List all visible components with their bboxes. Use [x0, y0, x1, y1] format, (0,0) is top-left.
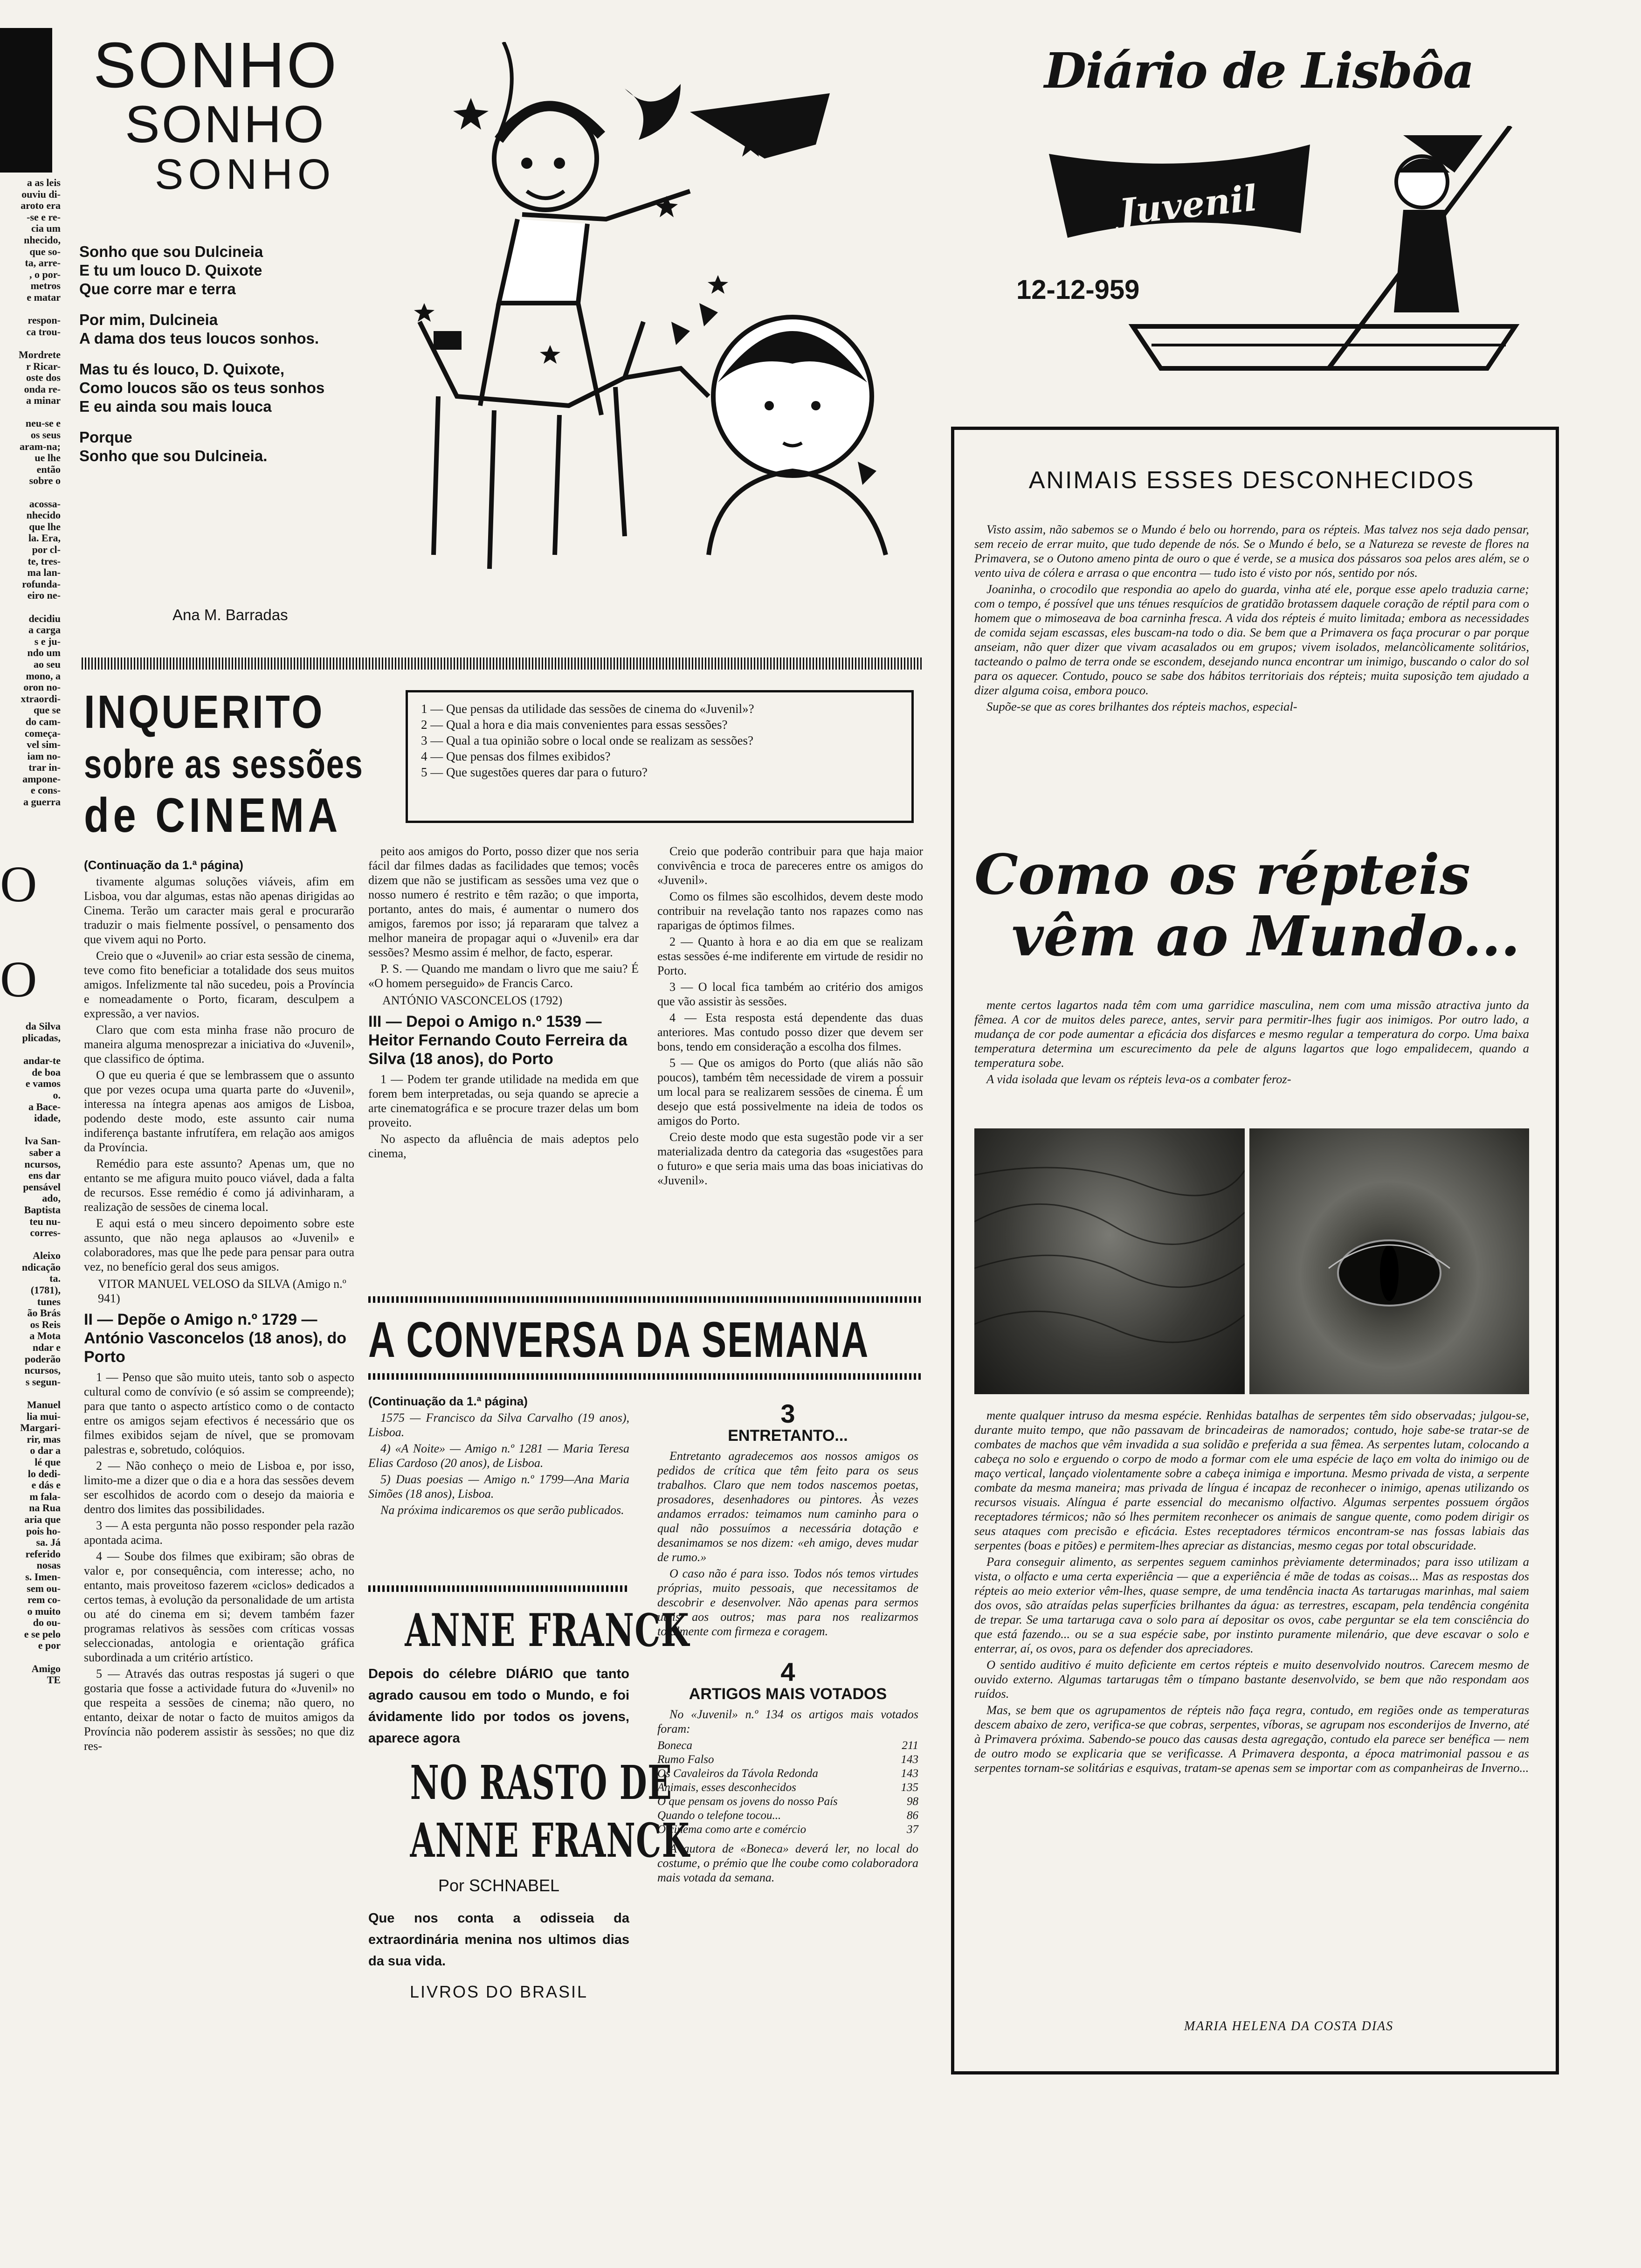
- paragraph: Remédio para este assunto? Apenas um, que no entanto se me afigura muito pouco viável, dada a falta de recursos. Esse remédio é como já adivinharam, a realização de sessões de cinema local.: [84, 1157, 354, 1214]
- paragraph: Para conseguir alimento, as serpentes seguem caminhos prèviamente determinados; para isso utilizam a vista, o olfacto e uma certa experiência — que a experiência é mãe de todas as coisas... Mas as respostas dos répteis ao meio exterior vêm-lhes, quase sempre, de uma tendência inacta As tartarugas marinhas, mal saiem dos ovos, são atraídas pelas superfícies brilhantes da água: as terrestres, escapam, pela tendência congénita de trepar. Se uma tartaruga cava o solo para aí depositar os ovos, cabe perguntar se ela tem consciência do que está fazendo... ou se a sua espécie sabe, por instinto puramente milenário, que deve escavar o solo e enterrar, aí, os ovos, para os defender dos apreciadores.: [974, 1555, 1529, 1655]
- section-number: 4: [780, 1657, 795, 1687]
- fragment-line: que so-: [29, 245, 61, 257]
- fragment-line: por cl-: [32, 544, 61, 555]
- section-title: ARTIGOS MAIS VOTADOS: [689, 1685, 887, 1703]
- conversa-item: 4) «A Noite» — Amigo n.º 1281 — Maria Teresa Elias Cardoso (20 anos), de Lisboa.: [368, 1442, 629, 1470]
- fragment-line: [0, 487, 61, 498]
- anne-publisher: LIVROS DO BRASIL: [409, 1982, 588, 2001]
- fragment-line: nhecido: [26, 509, 61, 521]
- fragment-line: [0, 338, 61, 349]
- paragraph: Visto assim, não sabemos se o Mundo é belo ou horrendo, para os répteis. Mas talvez nos seja dado pensar, sem receio de errar muito, que tudo depende de nós. Se o Mundo é belo, se a Natureza se reveste de flores na Primavera, se o Outono ameno pinta de ouro o que é verde, se a musica dos pássaros soa pelos ares além, se o vento uiva de cólera e arrasa o que encontra — tudo isto é visto por nós, sentido por nós.: [974, 522, 1529, 580]
- fragment-line: O: [0, 856, 37, 913]
- votes-intro: No «Juvenil» n.º 134 os artigos mais votados foram:: [657, 1708, 918, 1736]
- fragment-line: lia mui-: [27, 1410, 61, 1422]
- votes-table: [657, 1739, 918, 1837]
- fragment-line: a minar: [26, 394, 61, 407]
- inquerito-subtitle-line2: de CINEMA: [84, 788, 342, 843]
- paragraph: 4 — Soube dos filmes que exibiram; são obras de valor e, por consequência, com interesse; acho, no entanto, mais proveitoso fazerem «ciclos» dedicados a certos temas, à evolução da personalidade de um artista ou até do cinema em si; devem também fazer programas relativos às sessões com críticas vossas seleccionadas, antologia e orientação gráfica subordinada a um critério artístico.: [84, 1549, 354, 1664]
- fragment-line: na Rua: [29, 1502, 61, 1514]
- anne-author: Por SCHNABEL: [438, 1876, 560, 1895]
- paragraph: Creio que o «Juvenil» ao criar esta sessão de cinema, teve como fito beneficiar a totalidade dos seus muitos amigos. Infelizmente tal não sucedeu, pois a Província e nomeadamente o Porto, ficaram, desculpem a expressão, a ver navios.: [84, 949, 354, 1020]
- fragment-line: teu nu-: [29, 1215, 61, 1227]
- anne-lead: Depois do célebre DIÁRIO que tanto agrado causou em todo o Mundo, e foi ávidamente lido por todos os jovens, aparece agora: [368, 1666, 629, 1746]
- inquerito-title: INQUERITO: [84, 686, 325, 738]
- paragraph: A vida isolada que levam os répteis leva-os a combater feroz-: [986, 1072, 1291, 1086]
- fragment-line: s. Imen-: [25, 1570, 61, 1583]
- fragment-line: iam no-: [27, 750, 61, 762]
- poem-line: Mas tu és louco, D. Quixote,: [79, 360, 285, 378]
- fragment-line: rir, mas: [27, 1433, 61, 1445]
- paragraph: Mas, se bem que os agrupamentos de répteis não faça regra, contudo, em regiões onde as temperaturas descem abaixo de zero, verifica-se que cobras, serpentes, víboras, se agrupam nos esconderijos de Inverno, até à Primavera próxima. Sabendo-se pouco das causas desta agregação, contudo ela parece ser benéfica — nem de outro modo se explicaria que se verificasse. A Primavera desponta, a época matrimonial passou e as serpentes tornam-se solitárias e esquivas, tratam-se apenas sem se importar com as companheiras de Inverno...: [974, 1703, 1529, 1775]
- fragment-line: Aleixo: [33, 1250, 61, 1262]
- fragment-line: [0, 914, 61, 926]
- vote-title: Rumo Falso: [657, 1753, 714, 1766]
- survey-question: 2 — Qual a hora e dia mais convenientes para essas sessões?: [421, 718, 728, 732]
- fragment-line: sem ou-: [27, 1582, 61, 1594]
- poem-line: Porque: [79, 429, 132, 446]
- fragment-line: corres-: [30, 1227, 61, 1239]
- vote-row: [657, 1781, 918, 1795]
- fragment-line: tunes: [37, 1295, 61, 1307]
- fragment-line: vel sim-: [27, 739, 61, 751]
- paragraph: 5 — Que os amigos do Porto (que aliás não são poucos), também têm necessidade de virem a possuir um local para se realizarem sessões de cinema. É um desejo que está possivelmente na ideia de todos os amigos do Porto.: [657, 1056, 923, 1127]
- paragraph: O sentido auditivo é muito deficiente em certos répteis e muito desenvolvido noutros. Carecem mesmo de ouvido externo. Algumas tartarugas têm o tímpano bastante desenvolvido, se bem que não respondam aos ruídos.: [974, 1658, 1529, 1701]
- animais-mid: [974, 998, 1529, 1088]
- fragment-line: e matar: [27, 291, 61, 303]
- reptile-skin-photo: [974, 1128, 1245, 1394]
- fragment-line: pensável: [23, 1181, 61, 1193]
- inquerito-column-3: [657, 844, 923, 1189]
- conversa-right-column: [657, 1399, 918, 1887]
- juvenil-supplement-label: Juvenil: [1117, 177, 1259, 233]
- section-divider: [82, 657, 923, 670]
- paragraph: 4 — Esta resposta está dependente das duas anteriores. Mas contudo posso dizer que devem ser bons, tendo em consideração a escolha dos filmes.: [657, 1011, 923, 1053]
- fragment-line: respon-: [28, 314, 61, 326]
- fragment-line: r Ricar-: [26, 360, 61, 372]
- paragraph: O que eu queria é que se lembrassem que o assunto que por vezes ocupa uma quarta parte do «Juvenil», interessa na íntegra apenas aos amigos de Lisboa, podendo deste modo, este assunto cair numa indiferença bastante infrutífera, em relação aos amigos da Província.: [84, 1068, 354, 1154]
- animais-body: [974, 1408, 1529, 1777]
- fragment-line: Amigo: [31, 1662, 61, 1674]
- fragment-line: ta, arre-: [25, 257, 61, 269]
- fragment-line: [0, 407, 61, 418]
- conversa-title: A CONVERSA DA SEMANA: [368, 1311, 869, 1368]
- signature: ANTÓNIO VASCONCELOS (1792): [382, 994, 563, 1007]
- fragment-line: , o por-: [29, 268, 61, 280]
- paragraph: mente qualquer intruso da mesma espécie. Renhidas batalhas de serpentes têm sido observadas; julgou-se, durante muito tempo, que não passavam de brincadeiras de namorados; contudo, hoje sabe-se tratar-se de combates de machos que vêm invadida a sua solidão e preferida a sua fêmea. As serpentes lutam, colocando a cabeça no solo e erguendo o corpo de modo a formar com ele uma espécie de laço em volta do inimigo ou de maço vertical, lançado violentamente sobre a cabeça inimiga e importuna. Mesmo privada de vista, a serpente combate da mesma maneira; mas privada de língua é incapaz de reconhecer o inimigo, apenas utilizando os recursos visuais. Alíngua é parte essencial do mecanismo olfactivo. Algumas serpentes possuem órgãos receptadores térmicos; não só lhes permitem reconhecer os animais de sangue quente, como podem dirigir os seus ataques com precisão e eficácia. Estes receptadores térmicos encontram-se nas fossas labiais das serpentes (boas e pitões) e permitem-lhes apreciar as distancias, mesmo cegas por total obscuridade.: [974, 1408, 1529, 1552]
- signature: VITOR MANUEL VELOSO da SILVA (Amigo n.º 941): [98, 1277, 346, 1305]
- fragment-line: ndar e: [32, 1341, 61, 1354]
- fragment-line: ão Brás: [27, 1307, 61, 1319]
- anne-title: ANNE FRANCK: [405, 1604, 690, 1657]
- vote-count: 135: [901, 1781, 918, 1794]
- paragraph: Claro que com esta minha frase não procuro de maneira alguma menosprezar a iniciativa do «Juvenil», que classifico de óptima.: [84, 1023, 354, 1065]
- poem-line: Sonho que sou Dulcineia.: [79, 447, 268, 464]
- vote-title: Quando o telefone tocou...: [657, 1809, 781, 1822]
- fragment-line: ta.: [49, 1272, 61, 1285]
- reptile-eye-photo: [1249, 1128, 1529, 1394]
- poem-line: Sonho que sou Dulcineia: [79, 243, 263, 260]
- paragraph: Joaninha, o crocodilo que respondia ao apelo do guarda, vinha até ele, porque esse apelo traduzia carne; com o tempo, é possível que uns ténues resquícios de gratidão brotassem daquele coração de réptil para com o homem que o mimoseava de boa carninha fresca. A vida dos répteis é muito limitada; embora as necessidades de comida sejam escassas, eles buscam-na todo o dia. Se bem que a Primavera os faça procurar o par porque anseiam, não quer dizer que vivam acasalados ou em grupos; vivem isolados, melancòlicamente solitários, tacteando o palmo de terra onde se escondem, desejando nunca encontrar um inimigo, buscando o calor do sol para os aquecer. Contudo, pouco se sabe dos hábitos territoriais dos répteis; muita suposição tem ajudado a dizer alguma coisa, embora pouco.: [974, 582, 1529, 697]
- fragment-line: a carga: [28, 624, 61, 636]
- inquerito-questions-box: [406, 690, 914, 823]
- fragment-line: [0, 808, 61, 820]
- fragment-line: aroto era: [21, 200, 61, 212]
- paragraph: 2 — Quanto à hora e ao dia em que se realizam estas sessões é-me indiferente em virtude de residir no Porto.: [657, 935, 923, 977]
- survey-question: 1 — Que pensas da utilidade das sessões de cinema do «Juvenil»?: [421, 702, 754, 716]
- fragment-line: [0, 304, 61, 315]
- vote-row: [657, 1823, 918, 1837]
- survey-question: 5 — Que sugestões queres dar para o futuro?: [421, 765, 648, 779]
- vote-count: 143: [901, 1753, 918, 1766]
- paragraph: Como os filmes são escolhidos, devem deste modo contribuir na revelação tanto nos rapazes como nas raparigas de óptimos filmes.: [657, 890, 923, 932]
- fragment-line: rofunda-: [22, 578, 61, 590]
- vote-title: O que pensam os jovens do nosso País: [657, 1795, 838, 1808]
- fragment-line: [0, 842, 61, 854]
- vote-row: [657, 1739, 918, 1753]
- fragment-line: ncursos,: [24, 1364, 61, 1376]
- vote-title: Boneca: [657, 1739, 692, 1752]
- fragment-line: do ou-: [33, 1617, 61, 1629]
- deposition-2-heading: II — Depõe o Amigo n.º 1729 — António Vasconcelos (18 anos), do Porto: [84, 1311, 346, 1366]
- fragment-line: [0, 1044, 61, 1056]
- fragment-line: neu-se e: [25, 417, 61, 429]
- fragment-line: -se e re-: [27, 211, 61, 223]
- fragment-line: lo dedi-: [28, 1467, 61, 1480]
- paragraph: No aspecto da afluência de mais adeptos pelo cinema,: [368, 1132, 639, 1160]
- fragment-line: [0, 831, 61, 843]
- poem-author: Ana M. Barradas: [172, 606, 288, 623]
- paragraph: 1 — Penso que são muito uteis, tanto sob o aspecto cultural como de convívio (e só assim se compreende); para que tanto o aspecto artístico como o de contacto entre os amigos sejam efectivos é necessário que os filmes exibidos sejam de nível, que se promovam palestras e, sobretudo, colóquios.: [84, 1370, 354, 1456]
- fragment-line: a as leis: [27, 177, 61, 188]
- fragment-line: TE: [47, 1674, 61, 1686]
- poem-line: E eu ainda sou mais louca: [79, 398, 272, 415]
- poem-stanza: [79, 360, 378, 416]
- fragment-line: s segun-: [25, 1376, 61, 1388]
- vote-count: 211: [902, 1739, 918, 1752]
- paragraph: mente certos lagartos nada têm com uma garridice masculina, nem com uma missão atractiva junto da fêmea. A cor de muitos deles parece, antes, servir para permitir-lhes fugir aos inimigos. Por outro lado, a mudança de cor pode aumentar a eficácia dos disfarces e mesmo regular a temperatura do corpo. Uma baixa temperatura determina um escurecimento da pele de alguns lagartos que logo empalidecem, quando a temperatura sobe.: [974, 998, 1529, 1070]
- fragment-line: oste dos: [26, 372, 61, 384]
- fragment-line: a Bace-: [28, 1100, 61, 1113]
- conversa-item: 1575 — Francisco da Silva Carvalho (19 anos), Lisboa.: [368, 1411, 629, 1439]
- survey-question: 4 — Que pensas dos filmes exibidos?: [421, 749, 611, 763]
- fragment-line: ao seu: [33, 658, 61, 670]
- fragment-line: mono, a: [26, 670, 61, 682]
- fragment-line: ouviu di-: [21, 188, 61, 200]
- fragment-line: [0, 819, 61, 831]
- fragment-line: o dar a: [30, 1445, 61, 1457]
- fragment-line: Margari-: [20, 1422, 61, 1434]
- fragment-line: eiro ne-: [27, 589, 61, 602]
- vote-count: 37: [907, 1823, 918, 1836]
- fragment-line: saber a: [29, 1146, 61, 1158]
- fragment-line: metros: [30, 280, 61, 292]
- fragment-line: [0, 1652, 61, 1663]
- paragraph: O caso não é para isso. Todos nós temos virtudes próprias, muito pessoais, que necessitamos de descobrir e desenvolver. Não apenas para sermos uteis aos outros; mas para nos realizarmos totalmente com firmeza e coragem.: [657, 1567, 918, 1638]
- inquerito-column-1: (Continuação da 1.ª página) tivamente algumas soluções viáveis, afim em Lisboa, vou dar algumas, estas não apenas dirigidas ao Cinema. Terão um caracter mais geral e procurarão traduzir o mais fielmente possível, o pensamento dos que vivem aqui no Porto. Creio que o «Juvenil» ao criar esta sessão de cinema, teve como fito beneficiar a totalidade dos seus muitos amigos. Infelizmente tal não sucedeu, pois a Província e nomeadamente o Porto, ficaram, desculpem a expressão, a ver navios. Claro que com esta minha frase não procuro de maneira alguma menosprezar a iniciativa do «Juvenil», que classifico de óptima. O que eu queria é que se lembrassem que o assunto que por vezes ocupa uma quarta parte do «Juvenil», interessa na íntegra apenas aos amigos de Lisboa, podendo deste modo, este assunto cair numa indiferença bastante infrutífera, em relação aos amigos da Província. Remédio para este assunto? Apenas um, que no entanto se me afigura muito pouco viável, dada a falta de recursos. Esse remédio é como já adivinharam, a realização de sessões de cinema local. E aqui está o meu sincero depoimento sobre este assunto, que não nega aplausos ao «Juvenil» e colaboradores, mas que lhe pede para pensar para outra vez, no benefício geral dos seus amigos. VITOR MANUEL VELOSO da SILVA (Amigo n.º 941) II — Depõe o Amigo n.º 1729 — António Vasconcelos (18 anos), do Porto 1 — Penso que são muito uteis, tanto sob o aspecto cultural como de convívio (e só assim se compreende); para que tanto o aspecto artístico como o de contacto entre os amigos sejam efectivos é necessário que os filmes exibidos sejam de nível, que se promovam palestras e, sobretudo, colóquios. 2 — Não conheço o meio de Lisboa e, por isso, limito-me a dizer que o dia e a hora das sessões devem ser escolhidos de acordo com o desejo da maioria e dentro dos limites das possibilidades. 3 — A esta pergunta não posso responder pela razão apontada acima. 4 — Soube dos filmes que exibiram; são obras de valor e, por consequência, com interesse; acho, no entanto, mais proveitoso fazerem «ciclos» dedicados a certos temas, à evolução da personalidade de um artista ou até do cinema em si; devem também fazer programas relativos às sessões com críticas vossas seleccionadas, antologia e orientação gráfica subordinada a um critério artístico. 5 — Através das outras respostas já sugeri o que gostaria que fosse a actividade futura do «Juvenil» no que respeita a sessões de cinema; não quero, no entanto, deixar de notar o facto de muitos amigos da Província não poderem assistir às sessões; no que diz res-: [84, 858, 354, 1753]
- vote-title: Animais, esses desconhecidos: [657, 1781, 796, 1794]
- paragraph: 3 — A esta pergunta não posso responder pela razão apontada acima.: [84, 1519, 354, 1547]
- fragment-line: xtraordi-: [21, 692, 61, 705]
- anne-dotted-rule: [368, 1585, 629, 1592]
- poem-line: A dama dos teus loucos sonhos.: [79, 330, 319, 347]
- vote-title: Os Cavaleiros da Távola Redonda: [657, 1767, 818, 1780]
- paragraph: 2 — Não conheço o meio de Lisboa e, por isso, limito-me a dizer que o dia e a hora das sessões devem ser escolhidos de acordo com o desejo da maioria e dentro dos limites das possibilidades.: [84, 1459, 354, 1516]
- poem-line: E tu um louco D. Quixote: [79, 262, 262, 279]
- paragraph: Supõe-se que as cores brilhantes dos répteis machos, especial-: [986, 699, 1297, 713]
- poem-line: Que corre mar e terra: [79, 280, 236, 297]
- fragment-line: Manuel: [27, 1399, 61, 1411]
- fragment-line: [0, 1010, 61, 1021]
- fragment-line: ens dar: [28, 1169, 61, 1182]
- anne-book-line2: ANNE FRANCK: [410, 1813, 690, 1868]
- votes-footer: A autora de «Boneca» deverá ler, no local do costume, o prémio que lhe coube como colaboradora mais votada da semana.: [657, 1842, 918, 1884]
- fragment-line: ue lhe: [34, 452, 61, 464]
- fragment-line: e vamos: [25, 1078, 61, 1090]
- deposition-3-heading: III — Depoi o Amigo n.º 1539 — Heitor Fernando Couto Ferreira da Silva (18 anos), do Porto: [368, 1013, 627, 1068]
- fragment-line: decidiu: [28, 612, 61, 624]
- paragraph: 5 — Através das outras respostas já sugeri o que gostaria que fosse a actividade futura do «Juvenil» no que respeita a sessões de cinema; não quero, no entanto, deixar de notar o facto de muitos amigos da Província não poderem assistir às sessões; no que diz res-: [84, 1667, 354, 1753]
- fragment-line: aram-na;: [20, 440, 61, 452]
- fragment-line: o muito: [27, 1605, 61, 1617]
- fragment-line: sobre o: [29, 475, 61, 487]
- paragraph: Creio que poderão contribuir para que haja maior convivência e troca de pareceres entre os amigos do «Juvenil».: [657, 844, 923, 887]
- paragraph: P. S. — Quando me mandam o livro que me saiu? É «O homem perseguido» de Francis Carco.: [368, 962, 639, 990]
- inquerito-subtitle-line1: sobre as sessões: [84, 742, 364, 787]
- survey-question: 3 — Qual a tua opinião sobre o local onde se realizam as sessões?: [421, 733, 754, 747]
- vote-row: [657, 1767, 918, 1781]
- fragment-line: de boa: [32, 1066, 61, 1078]
- fragment-line: que se: [33, 704, 61, 716]
- quixote-illustration: [382, 42, 942, 634]
- fragment-line: do cam-: [25, 715, 61, 727]
- paragraph: Creio deste modo que esta sugestão pode vir a ser materializada dentro da categoria das «sugestões para o futuro» e que seria mais uma das boas iniciativas do «Juvenil».: [657, 1130, 923, 1187]
- paragraph: 1 — Podem ter grande utilidade na medida em que forem bem interpretadas, ou seja quando se aprecie a arte cinematográfica e se procure trazer delas um bom proveito.: [368, 1072, 639, 1129]
- vote-title: O cinema como arte e comércio: [657, 1823, 807, 1836]
- fragment-line: o.: [53, 1089, 61, 1101]
- fragment-line: e se pelo: [24, 1628, 61, 1640]
- animais-header: ANIMAIS ESSES DESCONHECIDOS: [1028, 467, 1475, 494]
- fragment-line: ncursos,: [24, 1158, 61, 1170]
- fragment-line: e cons-: [30, 784, 61, 796]
- paragraph: Entretanto agradecemos aos nossos amigos os pedidos de crítica que têm feito para os seus trabalhos. Claro que nem todos nascemos poetas, prosadores, desenhadores ou pintores. Às vezes andamos errados: teimamos num caminho para o qual não possuímos a necessária dotação e desanimamos se nos dizem: «eh amigo, deves mudar de rumo.»: [657, 1449, 918, 1564]
- poem-title: SONHO SONHO SONHO: [93, 29, 339, 198]
- vote-row: [657, 1795, 918, 1809]
- section-number: 3: [780, 1399, 795, 1428]
- fragment-line: pois ho-: [26, 1525, 61, 1537]
- paragraph: E aqui está o meu sincero depoimento sobre este assunto, que não nega aplausos ao «Juvenil» e colaboradores, mas que lhe pede para pensar para outra vez, no benefício geral dos seus amigos.: [84, 1217, 354, 1273]
- conversa-dotted-rule-top: [368, 1296, 923, 1303]
- fragment-line: trar in-: [28, 761, 61, 774]
- fragment-line: lé que: [34, 1456, 61, 1468]
- anne-book-line1: NO RASTO DE: [410, 1755, 673, 1810]
- poem-stanza: [79, 242, 378, 298]
- paragraph: 3 — O local fica também ao critério dos amigos que vão assistir às sessões.: [657, 980, 923, 1008]
- anne-description: Que nos conta a odisseia da extraordinária menina nos ultimos dias da sua vida.: [368, 1911, 629, 1969]
- fragment-line: nhecido,: [24, 234, 61, 246]
- fragment-line: rem co-: [27, 1594, 61, 1606]
- fragment-line: os seus: [30, 429, 61, 441]
- poem-body: [79, 242, 378, 477]
- section-title: ENTRETANTO...: [728, 1427, 848, 1445]
- black-corner-block: [0, 28, 52, 173]
- fragment-line: e por: [38, 1639, 61, 1652]
- fragment-line: [0, 1388, 61, 1399]
- fragment-line: os Reis: [30, 1318, 61, 1330]
- fragment-line: oron no-: [23, 681, 61, 693]
- fragment-line: ado,: [42, 1192, 61, 1204]
- fragment-line: ndicação: [21, 1261, 61, 1273]
- animais-author: MARIA HELENA DA COSTA DIAS: [1184, 2019, 1394, 2033]
- fragment-line: aria que: [24, 1513, 61, 1525]
- fragment-line: [0, 1124, 61, 1136]
- fragment-line: então: [36, 463, 61, 475]
- fragment-line: acossa-: [29, 498, 61, 510]
- fragment-line: poderão: [25, 1353, 61, 1365]
- masthead-title: Diário de Lisbôa: [1044, 42, 1474, 99]
- fragment-line: referido: [25, 1548, 61, 1560]
- fragment-line: a guerra: [23, 796, 61, 808]
- fragment-line: lva San-: [25, 1135, 61, 1147]
- fragment-line: andar-te: [23, 1055, 61, 1067]
- fragment-line: e dás e: [31, 1479, 61, 1491]
- fragment-line: O: [0, 950, 37, 1008]
- conversa-item: 5) Duas poesias — Amigo n.º 1799—Ana Maria Simões (18 anos), Lisboa.: [368, 1473, 629, 1500]
- fragment-line: nosas: [36, 1559, 61, 1571]
- fragment-line: [0, 602, 61, 613]
- poem-stanza: [79, 428, 378, 465]
- fragment-line: que lhe: [29, 520, 61, 532]
- animais-headline: Como os répteis vêm ao Mundo...: [974, 842, 1520, 968]
- fragment-line: onda re-: [24, 383, 61, 395]
- poem-line: Como loucos são os teus sonhos: [79, 379, 325, 396]
- conversa-dotted-rule-bottom: [368, 1373, 923, 1380]
- animais-intro: [974, 522, 1529, 716]
- conversa-left-column: (Continuação da 1.ª página) 1575 — Francisco da Silva Carvalho (19 anos), Lisboa. 4) «A Noite» — Amigo n.º 1281 — Maria Teresa Elias Cardoso (20 anos), de Lisboa. 5) Duas poesias — Amigo n.º 1799—Ana Maria Simões (18 anos), Lisboa. Na próxima indicaremos os que serão publicados.: [368, 1394, 629, 1517]
- vote-count: 143: [901, 1767, 918, 1780]
- fragment-line: Mordrete: [19, 348, 61, 360]
- fragment-line: te, tres-: [28, 555, 61, 567]
- vote-row: [657, 1809, 918, 1823]
- paragraph: tivamente algumas soluções viáveis, afim em Lisboa, vou dar algumas, estas não apenas dirigidas ao Cinema. Terão um caracter mais geral e procurarão traduzir o mais fielmente possível, o pensamento dos que vivem aqui no Porto.: [84, 875, 354, 946]
- vote-count: 86: [907, 1809, 918, 1822]
- vote-row: [657, 1753, 918, 1767]
- fragment-line: m fala-: [29, 1490, 61, 1502]
- left-fragment-column: [0, 177, 61, 1686]
- fragment-line: ca trou-: [26, 325, 61, 338]
- fragment-line: plicadas,: [22, 1032, 61, 1044]
- edition-date: 12-12-959: [1016, 275, 1140, 305]
- fragment-line: [0, 937, 61, 949]
- fragment-line: a Mota: [29, 1330, 61, 1342]
- fragment-line: sa. Já: [36, 1536, 61, 1549]
- poem-line: Por mim, Dulcineia: [79, 311, 218, 328]
- fragment-line: ndo um: [27, 647, 61, 659]
- fragment-line: la. Era,: [28, 532, 61, 544]
- poem-stanza: [79, 311, 378, 348]
- fragment-line: ma lan-: [27, 567, 61, 579]
- fragment-line: Baptista: [24, 1203, 61, 1216]
- paragraph: peito aos amigos do Porto, posso dizer que nos seria fácil dar filmes dadas as facilidades que temos; vocês dizem que não se justificam as sessões uma vez que o nosso numero é restrito e têm razão; o que importa, portanto, antes do mais, é aumentar o numero dos amigos, faremos por isso; já repararam que talvez a melhor maneira de propagar aqui o «Juvenil» era dar sessões? Mesmo assim é melhor, de facto, esperar.: [368, 844, 639, 959]
- fragment-line: da Silva: [25, 1020, 61, 1032]
- vote-count: 98: [907, 1795, 918, 1808]
- conversa-item: Na próxima indicaremos os que serão publicados.: [380, 1503, 624, 1517]
- juvenil-logo-illustration: [1049, 126, 1538, 387]
- fragment-line: [0, 926, 61, 938]
- fragment-line: ampone-: [22, 773, 61, 785]
- fragment-line: idade,: [34, 1112, 61, 1124]
- fragment-line: começa-: [25, 727, 61, 739]
- fragment-line: s e ju-: [34, 635, 61, 647]
- fragment-line: cia um: [31, 222, 61, 235]
- inquerito-column-2: [368, 844, 639, 1162]
- fragment-line: [0, 1239, 61, 1251]
- fragment-line: (1781),: [30, 1284, 61, 1296]
